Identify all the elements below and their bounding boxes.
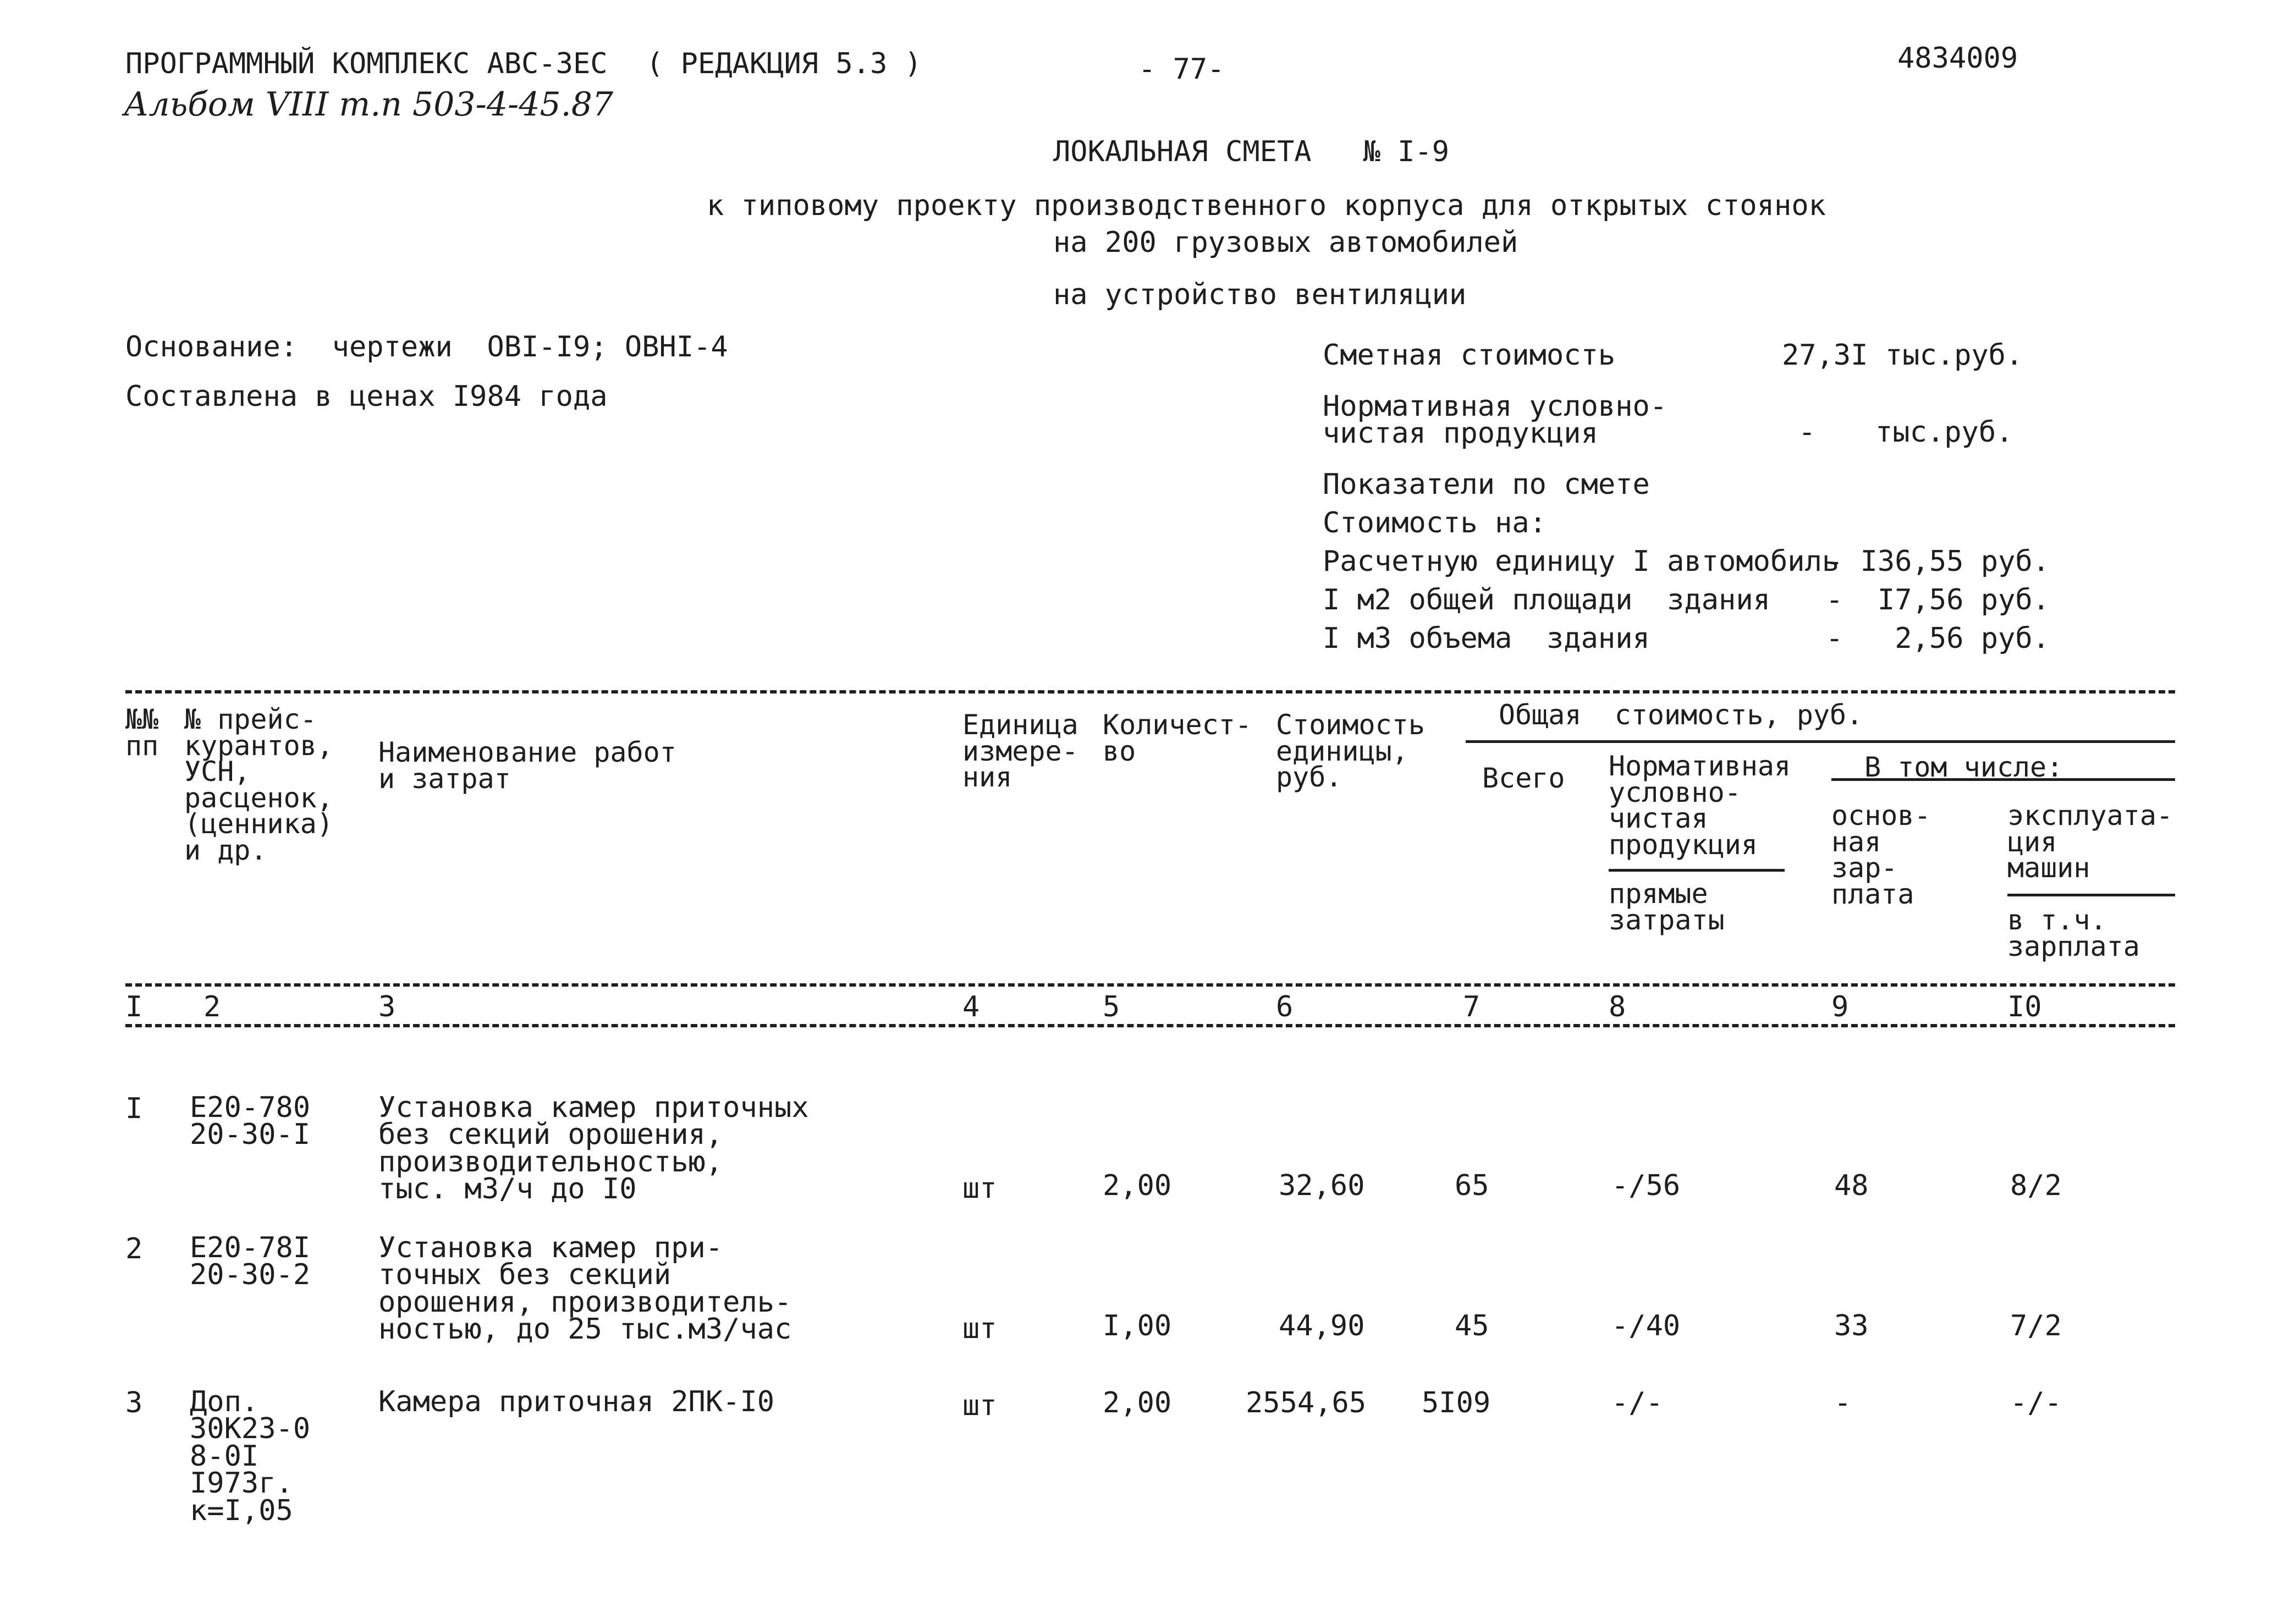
net-product-dash: - (1798, 416, 1816, 449)
table-top-rule (125, 690, 2175, 693)
column-number: 9 (1831, 990, 1849, 1023)
program-name: ПРОГРАММНЫЙ КОМПЛЕКС АВС-ЗЕС (125, 47, 608, 80)
row-unit: шт (962, 1312, 997, 1345)
row-number: 2 (125, 1232, 143, 1265)
col-group-total-cost: Общая стоимость, руб. (1499, 699, 1863, 731)
column-numbers-rule (125, 1024, 2175, 1027)
doc-code: 4834009 (1897, 42, 2018, 75)
row-price-code: E20-780 20-30-I (190, 1091, 311, 1152)
row-unit: шт (962, 1172, 997, 1205)
indicators-label: Показатели по смете (1323, 468, 1650, 501)
row-price-code: Доп. 30K23-0 8-0I I973г. к=I,05 (190, 1385, 311, 1527)
row-work-name: Установка камер приточных без секций орошения, производительностью, тыс. м3/ч до I0 (378, 1091, 809, 1206)
row-number: I (125, 1092, 143, 1125)
column-number: I0 (2007, 990, 2042, 1023)
title-line-3: на устройство вентиляции (1053, 278, 1467, 311)
row-quantity: I,00 (1103, 1309, 1172, 1342)
row-net-product: -/- (1611, 1386, 1663, 1419)
header-bottom-rule (125, 983, 2175, 987)
estimated-cost-label: Сметная стоимость (1323, 339, 1616, 372)
title-line-1: к типовому проекту производственного корпуса для открытых стоянок (707, 189, 1826, 222)
col-header-base-wage: основ- ная зар- плата (1831, 800, 1931, 910)
col-group-including: В том числе: (1864, 751, 2063, 783)
row-total: 45 (1455, 1309, 1489, 1342)
col-header-price-list: № прейс- курантов, УСН, расценок, (ценника) и др. (184, 703, 333, 866)
col-header-total: Всего (1482, 762, 1565, 794)
per-m2-label: I м2 общей площади здания (1323, 583, 1770, 616)
column-number: I (125, 990, 143, 1023)
col-header-machines: эксплуата- ция машин (2007, 800, 2173, 884)
page-number: - 77- (1138, 53, 1225, 86)
col-header-net-product: Нормативная условно- чистая продукция (1609, 750, 1791, 861)
row-unit-cost: 2554,65 (1246, 1386, 1367, 1419)
col-header-unit-cost: Стоимость единицы, руб. (1276, 709, 1425, 793)
col-header-direct-costs: прямые затраты (1609, 878, 1725, 936)
column-number: 6 (1276, 990, 1294, 1023)
row-price-code: E20-78I 20-30-2 (190, 1231, 311, 1292)
column-number: 2 (203, 990, 221, 1023)
row-work-name: Установка камер при- точных без секций орошения, производитель- ностью, до 25 тыс.м3/час (378, 1231, 792, 1346)
estimate-title: ЛОКАЛЬНАЯ СМЕТА № I-9 (1053, 135, 1450, 168)
cost-on-label: Стоимость на: (1323, 507, 1546, 540)
row-unit: шт (962, 1389, 997, 1422)
per-m2-value: - I7,56 руб. (1826, 583, 2050, 616)
per-m3-label: I м3 объема здания (1323, 622, 1650, 655)
col-header-unit: Единица измере- ния (962, 709, 1078, 793)
estimated-cost-value: 27,3I тыс.руб. (1782, 339, 2023, 372)
price-year: Составлена в ценах I984 года (125, 380, 608, 413)
row-base-wage: - (1834, 1386, 1852, 1419)
edition: ( РЕДАКЦИЯ 5.3 ) (646, 47, 922, 80)
column-number: 8 (1609, 990, 1626, 1023)
album-handwritten-note: Альбом VIII т.п 503-4-45.87 (124, 85, 614, 124)
per-unit-value: - I36,55 руб. (1826, 545, 2050, 578)
row-machines: -/- (2010, 1386, 2062, 1419)
title-line-2: на 200 грузовых автомобилей (1053, 226, 1518, 259)
column-number: 3 (378, 990, 396, 1023)
row-net-product: -/40 (1611, 1309, 1681, 1342)
per-m3-value: - 2,56 руб. (1826, 622, 2050, 655)
col-header-work-name: Наименование работ и затрат (378, 736, 676, 795)
col-header-row-number: №№ пп (125, 703, 159, 762)
row-machines: 8/2 (2010, 1169, 2062, 1202)
row-total: 65 (1455, 1169, 1489, 1202)
net-product-unit: тыс.руб. (1875, 416, 2013, 449)
row-net-product: -/56 (1611, 1169, 1681, 1202)
net-product-label: Нормативная условно- чистая продукция (1323, 390, 1667, 450)
row-unit-cost: 32,60 (1279, 1169, 1365, 1202)
total-group-rule (1466, 740, 2175, 743)
row-base-wage: 33 (1834, 1309, 1869, 1342)
machines-divider (2007, 894, 2175, 896)
row-quantity: 2,00 (1103, 1169, 1172, 1202)
row-unit-cost: 44,90 (1279, 1309, 1365, 1342)
row-work-name: Камера приточная 2ПК-I0 (378, 1385, 775, 1418)
column-number: 5 (1103, 990, 1120, 1023)
basis-drawings: Основание: чертежи OBI-I9; OBHI-4 (125, 331, 728, 364)
row-number: 3 (125, 1386, 143, 1419)
row-total: 5I09 (1422, 1386, 1491, 1419)
row-machines: 7/2 (2010, 1309, 2062, 1342)
row-base-wage: 48 (1834, 1169, 1869, 1202)
col-header-machines-wage: в т.ч. зарплата (2007, 904, 2140, 962)
col-header-quantity: Количест- во (1103, 709, 1252, 767)
column-number: 7 (1463, 990, 1481, 1023)
net-product-divider (1609, 869, 1785, 872)
per-unit-label: Расчетную единицу I автомобиль (1323, 545, 1840, 578)
row-quantity: 2,00 (1103, 1386, 1172, 1419)
column-number: 4 (962, 990, 980, 1023)
